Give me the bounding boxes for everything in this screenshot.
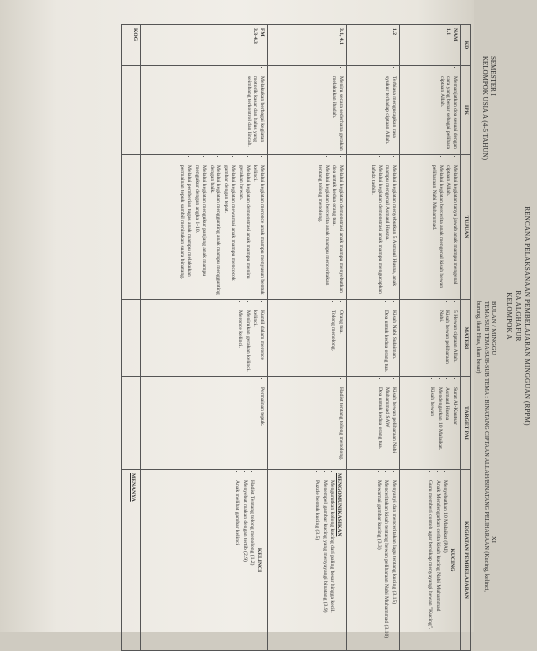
materi-list [437, 303, 458, 373]
ipk-item: • Memanjatkan doa sesuai dengan cara yang benar sebagai pelihara ciptaan Allah. [438, 76, 458, 151]
cell-target [122, 377, 141, 470]
kegiatan-title: MENANYA [130, 473, 137, 502]
table-row [400, 25, 461, 651]
kegiatan-item: • Mengurutkan kolong kucing dari paling besar hingga kecil. [329, 480, 336, 647]
materi-item: • Orang tua. [337, 310, 344, 373]
tujuan-item: • Melalui kegiatan menggunting anak mampu menggunting dengan baik. [208, 165, 222, 296]
ipk-item: • Meniru secara sederhana gerakan melakukan ibadah. [331, 76, 345, 151]
tujuan-item: • Melalui kegiatan bercerita anak mengenal kisah hewan peliharaan Nabi Muhammad. [430, 165, 444, 296]
materi-list [236, 303, 265, 373]
rppm-table [121, 24, 471, 651]
materi-item: • Doa untuk kedua orang tua. [383, 310, 390, 373]
header-ipk: IPK [461, 66, 471, 155]
cell-kegiatan [347, 470, 400, 651]
table-body [122, 25, 461, 651]
header-target: TARGET PAI [461, 377, 471, 470]
cell-materi [268, 300, 347, 377]
cell-ipk [268, 66, 347, 155]
kegiatan-item: • Menyebut makan dengan tertib (2.9) [241, 480, 248, 647]
header-kegiatan: KEGIATAN PEMBELAJARAN [461, 470, 471, 651]
table-header-row [461, 25, 471, 651]
cell-ipk [141, 66, 268, 155]
cell-materi [347, 300, 400, 377]
cell-kd [268, 25, 347, 66]
theme-label: TEMA/SUB TEMA/SUB-SUB TEMA : BINATANG CIPTAAN ALLAH/BINATANG PELIHARAAN (Kucing, kelinci, burung, ikan Hias, ikan besar) [475, 301, 489, 592]
target-item: • Asmaul Husna [444, 387, 451, 466]
cell-kd [400, 25, 461, 66]
target-item: • Permainan tepuk. [258, 387, 265, 466]
target-list [428, 380, 458, 466]
table-row [122, 25, 141, 651]
target-list [258, 380, 265, 466]
cell-kd [122, 25, 141, 66]
ipk-list [245, 69, 265, 151]
tujuan-item: • Melalui kegiatan bercerita anak mampu menceritakan tentang tolong menolong. [316, 165, 330, 296]
materi-list [383, 303, 398, 373]
table-row [268, 25, 347, 651]
ipk-list [331, 69, 345, 151]
cell-tujuan [122, 155, 141, 300]
kegiatan-list [233, 473, 255, 647]
table-row [141, 25, 268, 651]
materi-item: • Kisah hewan peliharaan Nabi. [437, 310, 451, 373]
cell-materi [141, 300, 268, 377]
cell-kd [347, 25, 400, 66]
ipk-list [438, 69, 458, 151]
kegiatan-item: • Menyanyi dan menceritakan lagu tentang kucing (3.15) [390, 480, 397, 647]
cell-target [347, 377, 400, 470]
kd-code: 1.2 [391, 28, 398, 35]
kegiatan-item: • Hadist Tentang tolong menolong (1.2) [249, 480, 256, 647]
kegiatan-item: • Menempel gambar kucing yang menyayangi binatang (3.9) [321, 480, 328, 647]
cell-kegiatan [122, 470, 141, 651]
school-name: RA ALGHAFUR [514, 290, 522, 342]
kd-code: NAM [452, 28, 459, 42]
month-week-label: BULAN / MINGGU [490, 301, 497, 356]
kegiatan-item: • Anak Mendengarkan cerita kisah kucing Nabi Muhammad [434, 480, 441, 647]
tujuan-item: • Melalui kegiatan meronce anak mampu menyusun bentuk kelinci. [252, 165, 266, 296]
materi-item: • Tolong menolong. [330, 310, 337, 373]
kegiatan-list [426, 473, 448, 647]
rppm-document [97, 16, 537, 639]
tujuan-item: • Melalui kegiatan mengukur panjang anak mampu mengukur dengan angka 1-10. [193, 165, 207, 296]
target-item: • Kisah hewan [428, 387, 435, 466]
target-list [376, 380, 397, 466]
kegiatan-list [375, 473, 397, 647]
kegiatan-title: KUCING [449, 548, 456, 572]
materi-item: • Kuntil dalam meronce kelinci. [252, 310, 266, 373]
target-list [337, 380, 344, 466]
cell-tujuan [400, 155, 461, 300]
semester-label: SEMESTER I [489, 56, 497, 96]
target-item: • Doa untuk kedua orang tua. [376, 387, 383, 466]
cell-kd [141, 25, 268, 66]
cell-kegiatan [268, 470, 347, 651]
ipk-item: • Melakukan berbagai kegiatan motorik kasar dan halus yang seimbang terkontrol dan lincah. [245, 76, 265, 151]
cell-tujuan [141, 155, 268, 300]
cell-tujuan [268, 155, 347, 300]
kd-code: 1.1 [445, 28, 452, 35]
target-item: • Kisah hewan peliharaan Nabi Muhammad SAW [384, 387, 398, 466]
target-item: • Surat Al-Kautsar [451, 387, 458, 466]
document-title: RENCANA PELAKSANAAN PEMBELAJARAN MINGGUAN (RPPM) [523, 206, 531, 426]
age-group-label: KELOMPOK USIA A (4-5 TAHUN) [481, 56, 489, 160]
kd-code: 3.1, 4.1 [338, 28, 345, 45]
kegiatan-item: • Menceritakan kisah tentang hewan peliharaan Nabi Muhammad (3.10) [383, 480, 390, 647]
tujuan-list [369, 158, 397, 296]
cell-ipk [122, 66, 141, 155]
materi-item: • Meronce kelinci. [236, 310, 243, 373]
tujuan-item: • Melalui kegiatan menyebutkan 5 Asmaul Husna, anak mampu mengenal Asmaul Husna. [384, 165, 398, 296]
kd-code: KOG [132, 28, 139, 42]
ipk-item: • Terbiasa mengucapkan rasa syukur terhadap ciptaan Allah. [384, 76, 398, 151]
tujuan-list [316, 158, 344, 296]
cell-kegiatan [400, 470, 461, 651]
tujuan-item: • Melalui kegiatan demonstrasi anak mampu mengucapkan lafadz tasbih. [369, 165, 383, 296]
kd-code: 3.3-4.3 [252, 28, 259, 44]
cell-ipk [347, 66, 400, 155]
target-item: • Hadist tentang tolong menolong. [337, 387, 344, 466]
kegiatan-item: • Anak melihat gambar kelinci [233, 480, 240, 647]
kegiatan-item: • Guru memberi contoh agar bersikap menyayangi hewan "Kucing". [426, 480, 433, 647]
header-tujuan: TUJUAN [461, 155, 471, 300]
cell-target [268, 377, 347, 470]
kegiatan-list [313, 473, 335, 647]
kegiatan-item: • Puzzle bentuk kucing (3.5) [313, 480, 320, 647]
materi-item: • Menirukan gerakan kelinci. [244, 310, 251, 373]
group-name: KELOMPOK A [505, 292, 513, 340]
cell-target [141, 377, 268, 470]
materi-item: • 5 Hewan ciptaan Allah. [451, 310, 458, 373]
tujuan-item: • Melalui kegiatan demonstrasi anak mampu menyebutkan doa untuk kedua orang tua. [331, 165, 345, 296]
kegiatan-item: • Menyebutkan 10 Malaikat (PAI) [442, 480, 449, 647]
table-row [347, 25, 400, 651]
tujuan-item: • Melalui pemberian tugas anak mampu melakukan permainan tepuk sambil menirukan suara binatang. [179, 165, 193, 296]
month-week-value: XI [490, 536, 497, 543]
ipk-list [384, 69, 398, 151]
tujuan-item: • Melalui kegiatan demonstrasi anak mampu meniru gerakan hewan. [237, 165, 251, 296]
cell-tujuan [347, 155, 400, 300]
cell-materi [400, 300, 461, 377]
kegiatan-title: MENGOMUNIKASIKAN [336, 473, 343, 537]
cell-ipk [400, 66, 461, 155]
materi-list [330, 303, 345, 373]
kegiatan-title: KELINCI [256, 547, 263, 573]
tujuan-item: • Melalui kegiatan tanya jawab anak mampu mengenal ciptaan Allah. [445, 165, 459, 296]
kd-code: FM [259, 28, 266, 37]
cell-materi [122, 300, 141, 377]
tujuan-list [430, 158, 458, 296]
header-materi: MATERI [461, 300, 471, 377]
header-kd: KD [461, 25, 471, 66]
kegiatan-item: • Mewarnai gambar kucing (3.3) [375, 480, 382, 647]
tujuan-list [179, 158, 266, 296]
cell-kegiatan [141, 470, 268, 651]
cell-target [400, 377, 461, 470]
tujuan-item: • Melalui kegiatan mewarnai anak mampu mencocok gambar dengan tepat. [222, 165, 236, 296]
materi-item: • Kisah Nabi Sulaiman. [390, 310, 397, 373]
target-item: • Mendengarkan 10 Malaikat. [436, 387, 443, 466]
